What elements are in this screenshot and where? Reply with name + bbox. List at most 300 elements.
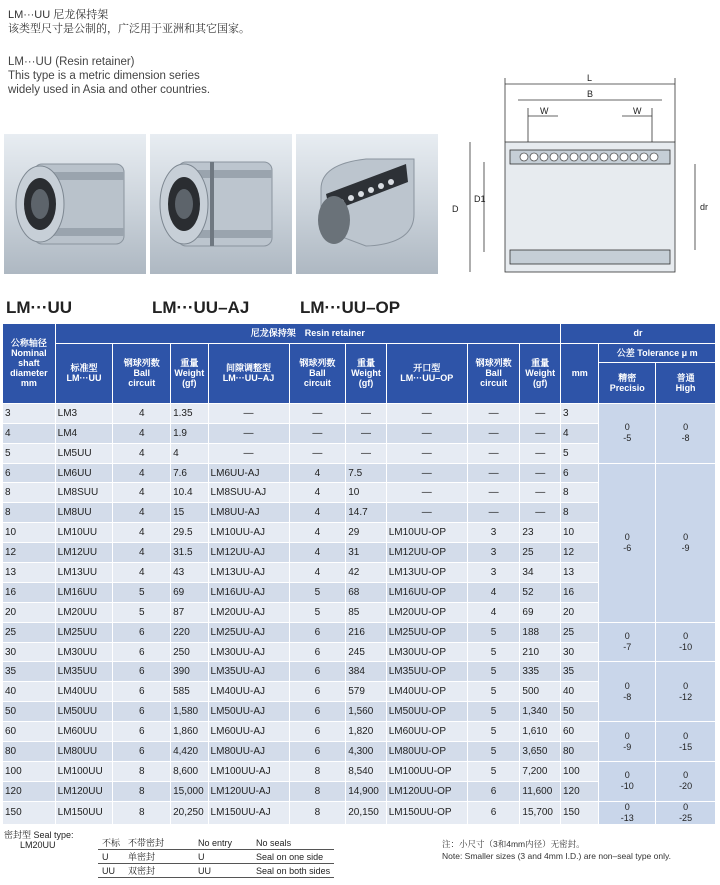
cell-standard-part-no: LM100UU xyxy=(55,761,113,781)
cell-aj-part-no: LM40UU-AJ xyxy=(208,682,289,702)
cell-weight-std: 31.5 xyxy=(171,543,208,563)
cell-dr-mm: 16 xyxy=(560,582,598,602)
cell-weight-std: 43 xyxy=(171,563,208,583)
cell-ball-circuit-op: — xyxy=(467,463,520,483)
cell-standard-part-no: LM50UU xyxy=(55,702,113,722)
cell-weight-std: 1,860 xyxy=(171,722,208,742)
dimension-drawing xyxy=(440,72,715,277)
cell-weight-aj: 14,900 xyxy=(346,781,387,801)
cell-dr-mm: 3 xyxy=(560,403,598,423)
cell-standard-part-no: LM6UU xyxy=(55,463,113,483)
en-description-line-2: widely used in Asia and other countries. xyxy=(8,84,211,96)
header-weight-aj: 重量 Weight (gf) xyxy=(346,343,387,403)
cell-ball-circuit-std: 4 xyxy=(113,503,171,523)
cell-shaft-diameter: 150 xyxy=(3,801,56,824)
seal-desc-cn: 不带密封 xyxy=(124,836,194,850)
cell-ball-circuit-op: 5 xyxy=(467,702,520,722)
dim-dr: dr xyxy=(700,202,709,212)
cell-ball-circuit-aj: 6 xyxy=(289,742,346,762)
cell-aj-part-no: LM20UU-AJ xyxy=(208,602,289,622)
cell-weight-aj: 14.7 xyxy=(346,503,387,523)
cell-ball-circuit-aj: 6 xyxy=(289,622,346,642)
cell-standard-part-no: LM20UU xyxy=(55,602,113,622)
cell-standard-part-no: LM3 xyxy=(55,403,113,423)
cell-weight-op: 52 xyxy=(520,582,561,602)
cell-weight-op: — xyxy=(520,403,561,423)
cell-ball-circuit-std: 5 xyxy=(113,582,171,602)
cell-shaft-diameter: 80 xyxy=(3,742,56,762)
cell-ball-circuit-op: 5 xyxy=(467,642,520,662)
cell-aj-part-no: — xyxy=(208,403,289,423)
photo-lm-uu-aj xyxy=(150,134,292,274)
cell-weight-std: 1,580 xyxy=(171,702,208,722)
cell-ball-circuit-std: 4 xyxy=(113,443,171,463)
cell-dr-mm: 100 xyxy=(560,761,598,781)
cell-weight-op: — xyxy=(520,463,561,483)
cell-ball-circuit-op: 4 xyxy=(467,602,520,622)
header-weight-std: 重量 Weight (gf) xyxy=(171,343,208,403)
cell-aj-part-no: LM30UU-AJ xyxy=(208,642,289,662)
cell-ball-circuit-std: 4 xyxy=(113,403,171,423)
header-precision: 精密 Precisio xyxy=(599,362,656,403)
tolerance-high: 0 -25 xyxy=(656,801,716,824)
cell-standard-part-no: LM4 xyxy=(55,423,113,443)
cell-dr-mm: 150 xyxy=(560,801,598,824)
cell-ball-circuit-std: 6 xyxy=(113,662,171,682)
table-row xyxy=(3,761,716,781)
cell-ball-circuit-op: — xyxy=(467,443,520,463)
cell-weight-op: 1,610 xyxy=(520,722,561,742)
cell-dr-mm: 120 xyxy=(560,781,598,801)
en-description-line-1: This type is a metric dimension series xyxy=(8,70,200,82)
header-en xyxy=(8,55,210,97)
cell-dr-mm: 12 xyxy=(560,543,598,563)
cell-weight-aj: 7.5 xyxy=(346,463,387,483)
header-dr: dr xyxy=(560,324,715,344)
cell-aj-part-no: LM50UU-AJ xyxy=(208,702,289,722)
cell-dr-mm: 35 xyxy=(560,662,598,682)
seal-type-table xyxy=(98,836,334,878)
cell-op-part-no: — xyxy=(386,423,467,443)
cell-weight-op: — xyxy=(520,443,561,463)
dim-W-right: W xyxy=(633,106,642,116)
cell-dr-mm: 40 xyxy=(560,682,598,702)
seal-code-en: U xyxy=(194,850,252,864)
cell-weight-op: 500 xyxy=(520,682,561,702)
cell-ball-circuit-op: 5 xyxy=(467,742,520,762)
cell-op-part-no: LM25UU-OP xyxy=(386,622,467,642)
cell-standard-part-no: LM30UU xyxy=(55,642,113,662)
cell-shaft-diameter: 25 xyxy=(3,622,56,642)
seal-desc-cn: 单密封 xyxy=(124,850,194,864)
cell-ball-circuit-std: 4 xyxy=(113,423,171,443)
cell-standard-part-no: LM12UU xyxy=(55,543,113,563)
footnote xyxy=(442,838,671,862)
header-resin-retainer: 尼龙保持架 Resin retainer xyxy=(55,324,560,344)
seal-row xyxy=(98,864,334,878)
cell-shaft-diameter: 120 xyxy=(3,781,56,801)
cell-aj-part-no: LM8SUU-AJ xyxy=(208,483,289,503)
cell-ball-circuit-aj: 6 xyxy=(289,642,346,662)
table-row xyxy=(3,622,716,642)
cell-weight-op: — xyxy=(520,503,561,523)
photo-lm-uu-op xyxy=(296,134,438,274)
tolerance-high: 0 -8 xyxy=(656,403,716,463)
seal-desc-en: No seals xyxy=(252,836,334,850)
cn-description: 该类型尺寸是公制的，广泛用于亚洲和其它国家。 xyxy=(8,23,250,35)
cell-standard-part-no: LM60UU xyxy=(55,722,113,742)
cell-op-part-no: LM13UU-OP xyxy=(386,563,467,583)
cell-weight-aj: — xyxy=(346,423,387,443)
cell-dr-mm: 10 xyxy=(560,523,598,543)
seal-code-en: UU xyxy=(194,864,252,878)
cell-shaft-diameter: 100 xyxy=(3,761,56,781)
cell-ball-circuit-aj: 4 xyxy=(289,463,346,483)
header-adjustable-type: 间隙调整型 LM···UU–AJ xyxy=(208,343,289,403)
cell-weight-aj: — xyxy=(346,403,387,423)
cell-ball-circuit-aj: — xyxy=(289,403,346,423)
cell-op-part-no: — xyxy=(386,443,467,463)
cell-ball-circuit-op: 5 xyxy=(467,662,520,682)
cell-weight-std: 585 xyxy=(171,682,208,702)
cell-weight-op: 7,200 xyxy=(520,761,561,781)
cell-ball-circuit-op: 5 xyxy=(467,722,520,742)
header-open-type: 开口型 LM···UU–OP xyxy=(386,343,467,403)
cell-shaft-diameter: 8 xyxy=(3,503,56,523)
seal-code-cn: UU xyxy=(98,864,124,878)
seal-code-cn: U xyxy=(98,850,124,864)
cell-shaft-diameter: 35 xyxy=(3,662,56,682)
cell-op-part-no: LM30UU-OP xyxy=(386,642,467,662)
header-weight-op: 重量 Weight (gf) xyxy=(520,343,561,403)
dim-L: L xyxy=(587,73,593,83)
cell-dr-mm: 8 xyxy=(560,503,598,523)
seal-row xyxy=(98,850,334,864)
cell-ball-circuit-aj: 8 xyxy=(289,761,346,781)
seal-desc-cn: 双密封 xyxy=(124,864,194,878)
cell-shaft-diameter: 30 xyxy=(3,642,56,662)
cell-weight-op: 23 xyxy=(520,523,561,543)
cell-weight-aj: 8,540 xyxy=(346,761,387,781)
cell-weight-op: 15,700 xyxy=(520,801,561,824)
tolerance-precision: 0 -9 xyxy=(599,722,656,762)
cell-aj-part-no: LM12UU-AJ xyxy=(208,543,289,563)
table-row xyxy=(3,801,716,824)
cell-ball-circuit-op: — xyxy=(467,483,520,503)
cell-op-part-no: LM10UU-OP xyxy=(386,523,467,543)
cell-shaft-diameter: 13 xyxy=(3,563,56,583)
cell-ball-circuit-op: 5 xyxy=(467,682,520,702)
cell-aj-part-no: LM35UU-AJ xyxy=(208,662,289,682)
cell-weight-op: 69 xyxy=(520,602,561,622)
cell-weight-std: 390 xyxy=(171,662,208,682)
seal-code-en: No entry xyxy=(194,836,252,850)
cell-ball-circuit-op: 4 xyxy=(467,582,520,602)
cell-weight-aj: 4,300 xyxy=(346,742,387,762)
cell-weight-aj: 245 xyxy=(346,642,387,662)
cell-op-part-no: — xyxy=(386,503,467,523)
cell-weight-std: 1.35 xyxy=(171,403,208,423)
tolerance-high: 0 -20 xyxy=(656,761,716,801)
cell-ball-circuit-aj: 5 xyxy=(289,602,346,622)
cell-weight-op: — xyxy=(520,423,561,443)
cell-ball-circuit-aj: 5 xyxy=(289,582,346,602)
cell-weight-aj: 20,150 xyxy=(346,801,387,824)
cell-ball-circuit-aj: 6 xyxy=(289,702,346,722)
cell-standard-part-no: LM35UU xyxy=(55,662,113,682)
cell-weight-op: 210 xyxy=(520,642,561,662)
cell-aj-part-no: — xyxy=(208,443,289,463)
cell-weight-op: 188 xyxy=(520,622,561,642)
cell-weight-aj: 384 xyxy=(346,662,387,682)
cell-weight-std: 4,420 xyxy=(171,742,208,762)
cell-shaft-diameter: 60 xyxy=(3,722,56,742)
cell-op-part-no: LM80UU-OP xyxy=(386,742,467,762)
cell-weight-op: 335 xyxy=(520,662,561,682)
tolerance-high: 0 -10 xyxy=(656,622,716,662)
cell-weight-std: 15,000 xyxy=(171,781,208,801)
cell-op-part-no: LM35UU-OP xyxy=(386,662,467,682)
cell-weight-op: 3,650 xyxy=(520,742,561,762)
cell-standard-part-no: LM10UU xyxy=(55,523,113,543)
dim-B: B xyxy=(587,89,594,99)
cell-ball-circuit-aj: 4 xyxy=(289,503,346,523)
dim-D: D xyxy=(452,204,459,214)
cn-title: LM···UU 尼龙保持架 xyxy=(8,9,109,21)
cell-aj-part-no: LM8UU-AJ xyxy=(208,503,289,523)
cell-weight-std: 15 xyxy=(171,503,208,523)
cell-ball-circuit-aj: 6 xyxy=(289,722,346,742)
cell-weight-op: — xyxy=(520,483,561,503)
cell-standard-part-no: LM80UU xyxy=(55,742,113,762)
cell-weight-std: 250 xyxy=(171,642,208,662)
cell-op-part-no: LM40UU-OP xyxy=(386,682,467,702)
cell-op-part-no: — xyxy=(386,463,467,483)
cell-weight-aj: — xyxy=(346,443,387,463)
cell-aj-part-no: LM10UU-AJ xyxy=(208,523,289,543)
dim-W-left: W xyxy=(540,106,549,116)
cell-standard-part-no: LM8SUU xyxy=(55,483,113,503)
cell-aj-part-no: LM80UU-AJ xyxy=(208,742,289,762)
series-label-lm-uu-aj: LM···UU–AJ xyxy=(152,298,250,317)
cell-ball-circuit-std: 6 xyxy=(113,682,171,702)
cell-dr-mm: 4 xyxy=(560,423,598,443)
cell-weight-op: 34 xyxy=(520,563,561,583)
cell-weight-std: 20,250 xyxy=(171,801,208,824)
cell-dr-mm: 5 xyxy=(560,443,598,463)
cell-weight-aj: 85 xyxy=(346,602,387,622)
tolerance-precision: 0 -13 xyxy=(599,801,656,824)
cell-shaft-diameter: 4 xyxy=(3,423,56,443)
cell-standard-part-no: LM40UU xyxy=(55,682,113,702)
cell-ball-circuit-aj: 8 xyxy=(289,801,346,824)
cell-aj-part-no: LM6UU-AJ xyxy=(208,463,289,483)
cell-shaft-diameter: 12 xyxy=(3,543,56,563)
tolerance-precision: 0 -5 xyxy=(599,403,656,463)
cell-dr-mm: 30 xyxy=(560,642,598,662)
header-tolerance: 公差 Tolerance μ m xyxy=(599,343,716,362)
cell-weight-aj: 1,820 xyxy=(346,722,387,742)
product-photos xyxy=(4,134,438,274)
cell-dr-mm: 20 xyxy=(560,602,598,622)
cell-ball-circuit-op: 3 xyxy=(467,563,520,583)
header-high: 普通 High xyxy=(656,362,716,403)
cell-op-part-no: LM100UU-OP xyxy=(386,761,467,781)
cell-op-part-no: — xyxy=(386,403,467,423)
cell-ball-circuit-op: — xyxy=(467,403,520,423)
cell-op-part-no: — xyxy=(386,483,467,503)
cell-standard-part-no: LM25UU xyxy=(55,622,113,642)
cell-ball-circuit-std: 6 xyxy=(113,642,171,662)
cell-ball-circuit-op: — xyxy=(467,503,520,523)
cell-weight-aj: 68 xyxy=(346,582,387,602)
cell-weight-aj: 1,560 xyxy=(346,702,387,722)
cell-ball-circuit-op: 3 xyxy=(467,523,520,543)
table-row xyxy=(3,403,716,423)
cell-weight-aj: 216 xyxy=(346,622,387,642)
tolerance-precision: 0 -10 xyxy=(599,761,656,801)
cell-ball-circuit-aj: 8 xyxy=(289,781,346,801)
cell-ball-circuit-aj: 4 xyxy=(289,543,346,563)
cell-ball-circuit-aj: 4 xyxy=(289,523,346,543)
cell-ball-circuit-aj: 4 xyxy=(289,563,346,583)
tolerance-precision: 0 -7 xyxy=(599,622,656,662)
cell-shaft-diameter: 3 xyxy=(3,403,56,423)
cell-aj-part-no: LM25UU-AJ xyxy=(208,622,289,642)
cell-op-part-no: LM16UU-OP xyxy=(386,582,467,602)
cell-ball-circuit-std: 4 xyxy=(113,483,171,503)
cell-weight-std: 10.4 xyxy=(171,483,208,503)
cell-ball-circuit-std: 4 xyxy=(113,463,171,483)
header-ball-circuit-std: 钢球列数 Ball circuit xyxy=(113,343,171,403)
cell-shaft-diameter: 5 xyxy=(3,443,56,463)
spec-table xyxy=(2,323,716,825)
cell-ball-circuit-std: 4 xyxy=(113,563,171,583)
cell-weight-std: 220 xyxy=(171,622,208,642)
cell-dr-mm: 50 xyxy=(560,702,598,722)
cell-aj-part-no: — xyxy=(208,423,289,443)
cell-shaft-diameter: 10 xyxy=(3,523,56,543)
cell-aj-part-no: LM60UU-AJ xyxy=(208,722,289,742)
tolerance-high: 0 -12 xyxy=(656,662,716,722)
cell-ball-circuit-aj: 4 xyxy=(289,483,346,503)
seal-code-cn: 不标 xyxy=(98,836,124,850)
cell-ball-circuit-aj: — xyxy=(289,423,346,443)
cell-op-part-no: LM50UU-OP xyxy=(386,702,467,722)
cell-ball-circuit-std: 4 xyxy=(113,523,171,543)
cell-aj-part-no: LM100UU-AJ xyxy=(208,761,289,781)
cell-weight-std: 8,600 xyxy=(171,761,208,781)
dim-D1: D1 xyxy=(474,194,486,204)
header-ball-circuit-op: 钢球列数 Ball circuit xyxy=(467,343,520,403)
footnote-en: Note: Smaller sizes (3 and 4mm I.D.) are non–seal type only. xyxy=(442,851,671,861)
cell-standard-part-no: LM8UU xyxy=(55,503,113,523)
tolerance-precision: 0 -8 xyxy=(599,662,656,722)
series-label-lm-uu-op: LM···UU–OP xyxy=(300,298,401,317)
cell-weight-std: 69 xyxy=(171,582,208,602)
cell-weight-aj: 29 xyxy=(346,523,387,543)
header-dr-mm: mm xyxy=(560,343,598,403)
cell-weight-op: 11,600 xyxy=(520,781,561,801)
seal-row xyxy=(98,836,334,850)
cell-aj-part-no: LM16UU-AJ xyxy=(208,582,289,602)
cell-aj-part-no: LM120UU-AJ xyxy=(208,781,289,801)
cell-weight-std: 7.6 xyxy=(171,463,208,483)
cell-weight-std: 4 xyxy=(171,443,208,463)
header-standard-type: 标准型 LM···UU xyxy=(55,343,113,403)
cell-op-part-no: LM20UU-OP xyxy=(386,602,467,622)
tolerance-precision: 0 -6 xyxy=(599,463,656,622)
en-title: LM···UU (Resin retainer) xyxy=(8,56,135,68)
cell-ball-circuit-op: 6 xyxy=(467,801,520,824)
cell-dr-mm: 8 xyxy=(560,483,598,503)
cell-ball-circuit-std: 8 xyxy=(113,761,171,781)
cell-shaft-diameter: 40 xyxy=(3,682,56,702)
photo-lm-uu xyxy=(4,134,146,274)
cell-dr-mm: 13 xyxy=(560,563,598,583)
table-row xyxy=(3,662,716,682)
spec-table-body xyxy=(3,403,716,824)
cell-weight-aj: 31 xyxy=(346,543,387,563)
cell-ball-circuit-aj: 6 xyxy=(289,662,346,682)
cell-aj-part-no: LM13UU-AJ xyxy=(208,563,289,583)
cell-dr-mm: 60 xyxy=(560,722,598,742)
cell-ball-circuit-aj: — xyxy=(289,443,346,463)
cell-op-part-no: LM12UU-OP xyxy=(386,543,467,563)
cell-weight-aj: 42 xyxy=(346,563,387,583)
cell-standard-part-no: LM16UU xyxy=(55,582,113,602)
cell-weight-std: 29.5 xyxy=(171,523,208,543)
cell-weight-op: 1,340 xyxy=(520,702,561,722)
cell-ball-circuit-op: 3 xyxy=(467,543,520,563)
tolerance-high: 0 -9 xyxy=(656,463,716,622)
cell-ball-circuit-aj: 6 xyxy=(289,682,346,702)
table-row xyxy=(3,463,716,483)
cell-dr-mm: 25 xyxy=(560,622,598,642)
cell-op-part-no: LM150UU-OP xyxy=(386,801,467,824)
cell-shaft-diameter: 8 xyxy=(3,483,56,503)
table-row xyxy=(3,722,716,742)
cell-standard-part-no: LM5UU xyxy=(55,443,113,463)
header-ball-circuit-aj: 钢球列数 Ball circuit xyxy=(289,343,346,403)
cell-weight-std: 1.9 xyxy=(171,423,208,443)
cell-op-part-no: LM120UU-OP xyxy=(386,781,467,801)
seal-desc-en: Seal on both sides xyxy=(252,864,334,878)
series-label-lm-uu: LM···UU xyxy=(6,298,73,317)
cell-op-part-no: LM60UU-OP xyxy=(386,722,467,742)
cell-aj-part-no: LM150UU-AJ xyxy=(208,801,289,824)
cell-ball-circuit-op: 5 xyxy=(467,761,520,781)
tolerance-high: 0 -15 xyxy=(656,722,716,762)
header-shaft-diameter: 公称轴径 Nominal shaft diameter mm xyxy=(3,324,56,404)
cell-ball-circuit-std: 4 xyxy=(113,543,171,563)
cell-weight-std: 87 xyxy=(171,602,208,622)
cell-ball-circuit-std: 6 xyxy=(113,742,171,762)
cell-ball-circuit-op: 6 xyxy=(467,781,520,801)
cell-dr-mm: 6 xyxy=(560,463,598,483)
footnote-cn: 注：小尺寸（3和4mm内径）无密封。 xyxy=(442,839,585,849)
cell-shaft-diameter: 20 xyxy=(3,602,56,622)
seal-type-label: 密封型 Seal type: LM20UU xyxy=(4,830,74,850)
cell-standard-part-no: LM120UU xyxy=(55,781,113,801)
seal-desc-en: Seal on one side xyxy=(252,850,334,864)
cell-ball-circuit-std: 8 xyxy=(113,781,171,801)
cell-ball-circuit-std: 6 xyxy=(113,702,171,722)
cell-ball-circuit-std: 8 xyxy=(113,801,171,824)
cell-ball-circuit-std: 6 xyxy=(113,722,171,742)
header-cn xyxy=(8,8,250,36)
cell-ball-circuit-std: 6 xyxy=(113,622,171,642)
